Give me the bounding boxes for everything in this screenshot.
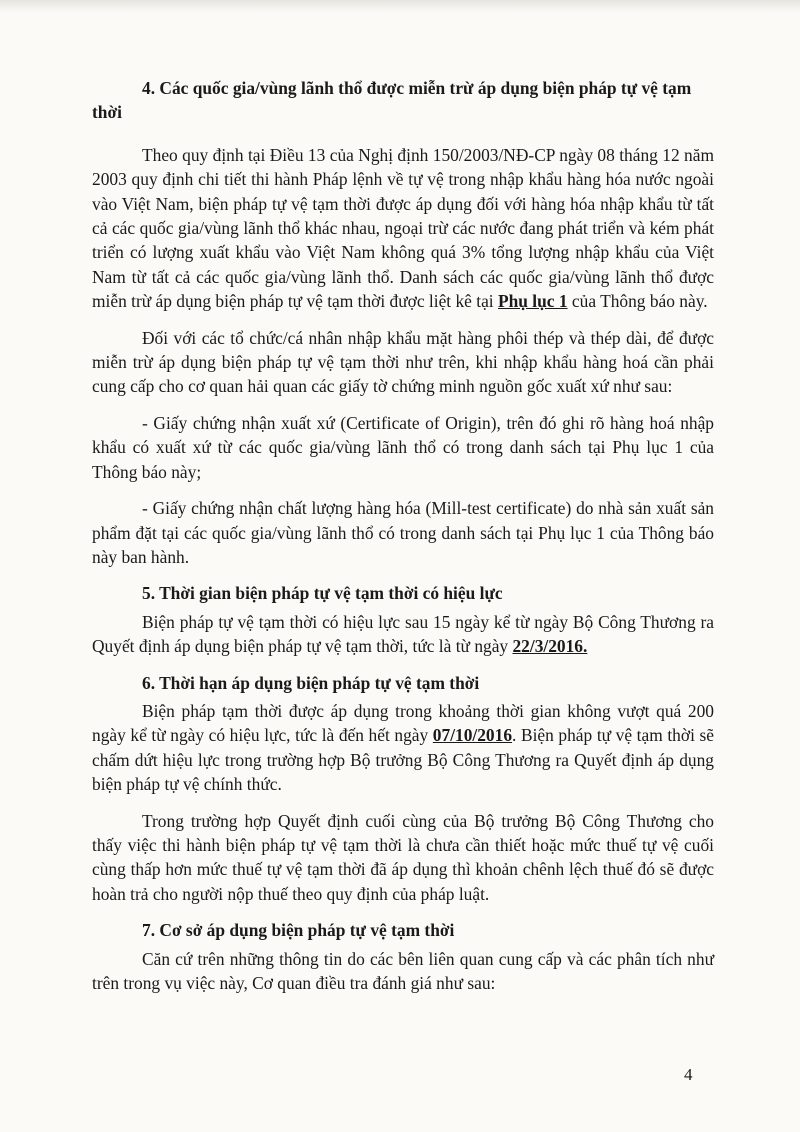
section-4-heading: 4. Các quốc gia/vùng lãnh thổ được miễn trừ áp dụng biện pháp tự vệ tạm thời — [92, 78, 692, 123]
section-7-heading: 7. Cơ sở áp dụng biện pháp tự vệ tạm thời — [142, 920, 455, 941]
page-content — [92, 76, 714, 1007]
page-number: 4 — [684, 1065, 693, 1084]
appendix-1-reference: Phụ lục 1 — [497, 291, 568, 312]
section-6-paragraph-1-end: . Biện pháp tự vệ tạm thời sẽ chấm dứt hiệu lực trong trường hợp Bộ trưởng Bộ Công Thương ra Quyết định áp dụng biện pháp tự vệ chính thức. — [92, 725, 714, 795]
section-4-paragraph-1 — [92, 143, 714, 314]
section-4-paragraph-1-text: Theo quy định tại Điều 13 của Nghị định 150/2003/NĐ-CP ngày 08 tháng 12 năm 2003 quy định chi tiết thi hành Pháp lệnh về tự vệ trong nhập khẩu hàng hóa nước ngoài vào Việt Nam, biện pháp tự vệ tạm thời được áp dụng đối với hàng hóa nhập khẩu từ tất cả các quốc gia/vùng lãnh thổ khác nhau, ngoại trừ các nước đang phát triển và kém phát triển có lượng xuất khẩu vào Việt Nam không quá 3% tổng lượng nhập khẩu của Việt Nam từ tất cả các quốc gia/vùng lãnh thổ. Danh sách các quốc gia/vùng lãnh thổ được miễn trừ áp dụng biện pháp tự vệ tạm thời được liệt kê tại — [92, 144, 714, 312]
section-7-paragraph-1: Căn cứ trên những thông tin do các bên liên quan cung cấp và các phân tích như trên trong vụ việc này, Cơ quan điều tra đánh giá như sau: — [92, 948, 714, 993]
effective-date: 22/3/2016. — [512, 636, 588, 657]
section-5-heading: 5. Thời gian biện pháp tự vệ tạm thời có hiệu lực — [142, 583, 503, 604]
section-6-paragraph-1-text: Biện pháp tạm thời được áp dụng trong khoảng thời gian không vượt quá 200 ngày kể từ ngày có hiệu lực, tức là đến hết ngày — [92, 700, 714, 746]
section-6-paragraph-1 — [92, 699, 714, 797]
certificate-of-origin-bullet: - Giấy chứng nhận xuất xứ (Certificate of Origin), trên đó ghi rõ hàng hoá nhập khẩu có xuất xứ từ các quốc gia/vùng lãnh thổ có trong danh sách tại Phụ lục 1 của Thông báo này; — [92, 412, 714, 482]
section-5-paragraph-1 — [92, 610, 714, 659]
expiry-date: 07/10/2016 — [432, 725, 513, 746]
mill-test-certificate-bullet: - Giấy chứng nhận chất lượng hàng hóa (Mill-test certificate) do nhà sản xuất sản phẩm đặt tại các quốc gia/vùng lãnh thổ có trong danh sách tại Phụ lục 1 của Thông báo này ban hành. — [92, 498, 714, 567]
section-6-paragraph-2: Trong trường hợp Quyết định cuối cùng của Bộ trưởng Bộ Công Thương cho thấy việc thi hành biện pháp tự vệ tạm thời là chưa cần thiết hoặc mức thuế tự vệ cuối cùng thấp hơn mức thuế tự vệ tạm thời đã áp dụng thì khoản chênh lệch thuế đó sẽ được hoàn trả cho người nộp thuế theo quy định của pháp luật. — [92, 810, 714, 904]
section-6-heading: 6. Thời hạn áp dụng biện pháp tự vệ tạm thời — [142, 672, 480, 693]
section-4-paragraph-1-end: của Thông báo này. — [567, 291, 708, 312]
scan-edge-shadow — [0, 0, 800, 12]
section-5-paragraph-1-text: Biện pháp tự vệ tạm thời có hiệu lực sau 15 ngày kể từ ngày Bộ Công Thương ra Quyết định áp dụng biện pháp tự vệ tạm thời, tức là từ ngày — [92, 611, 714, 657]
section-4-paragraph-2: Đối với các tổ chức/cá nhân nhập khẩu mặt hàng phôi thép và thép dài, để được miễn trừ áp dụng biện pháp tự vệ tạm thời như trên, khi nhập khẩu hàng hoá cần phải cung cấp cho cơ quan hải quan các giấy tờ chứng minh nguồn gốc xuất xứ như sau: — [92, 327, 714, 397]
